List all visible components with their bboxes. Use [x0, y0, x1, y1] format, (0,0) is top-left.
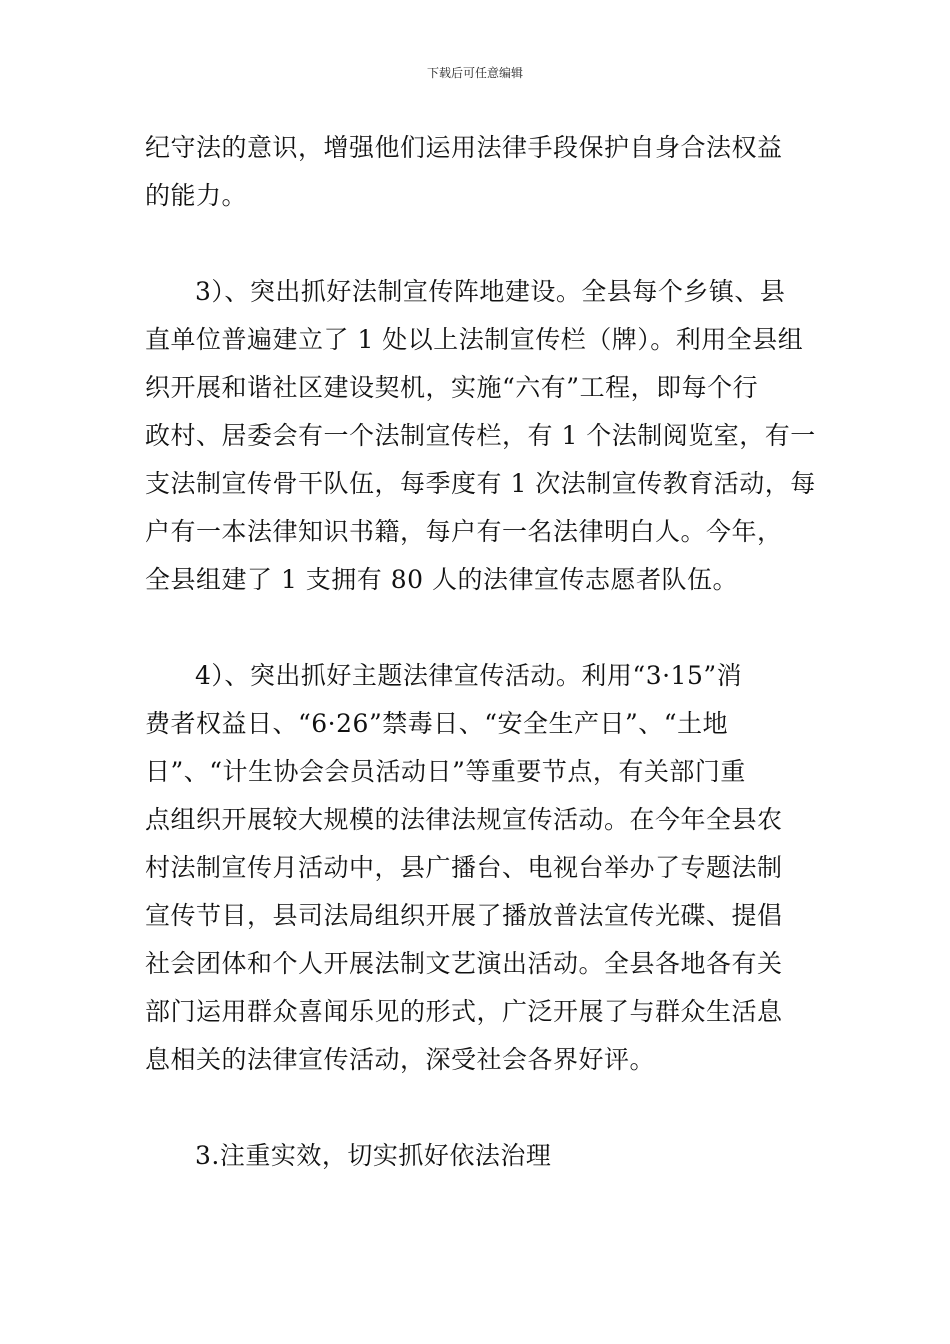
text-line: 点组织开展较大规模的法律法规宣传活动。在今年全县农	[145, 805, 783, 834]
paragraph-3	[145, 652, 815, 1084]
page-header: 下载后可任意编辑	[426, 66, 523, 80]
text-line: 3.注重实效，切实抓好依法治理	[195, 1141, 552, 1170]
text-line: 3）、突出抓好法制宣传阵地建设。全县每个乡镇、县	[195, 277, 786, 306]
text-line: 费者权益日、“6·26”禁毒日、“安全生产日”、“土地	[145, 709, 729, 738]
text-line: 部门运用群众喜闻乐见的形式，广泛开展了与群众生活息	[145, 997, 783, 1026]
text-line: 直单位普遍建立了 1 处以上法制宣传栏（牌）。利用全县组	[145, 325, 804, 354]
text-line: 日”、“计生协会会员活动日”等重要节点，有关部门重	[145, 757, 746, 786]
text-line: 宣传节目，县司法局组织开展了播放普法宣传光碟、提倡	[145, 901, 783, 930]
text-line: 村法制宣传月活动中，县广播台、电视台举办了专题法制	[145, 853, 783, 882]
text-line: 织开展和谐社区建设契机，实施“六有”工程，即每个行	[145, 373, 759, 402]
text-line: 息相关的法律宣传活动，深受社会各界好评。	[145, 1045, 656, 1074]
text-line: 社会团体和个人开展法制文艺演出活动。全县各地各有关	[145, 949, 783, 978]
text-line: 4）、突出抓好主题法律宣传活动。利用“3·15”消	[195, 661, 743, 690]
paragraph-gap	[145, 604, 815, 652]
section-heading	[145, 1132, 815, 1180]
text-line: 全县组建了 1 支拥有 80 人的法律宣传志愿者队伍。	[145, 565, 739, 594]
document-body	[145, 124, 815, 1180]
paragraph-1	[145, 124, 815, 220]
text-line: 的能力。	[145, 181, 248, 210]
text-line: 户有一本法律知识书籍，每户有一名法律明白人。今年，	[145, 517, 783, 546]
paragraph-gap	[145, 220, 815, 268]
paragraph-2	[145, 268, 815, 604]
text-line: 支法制宣传骨干队伍，每季度有 1 次法制宣传教育活动，每	[145, 469, 816, 498]
text-line: 政村、居委会有一个法制宣传栏，有 1 个法制阅览室，有一	[145, 421, 816, 450]
paragraph-gap	[145, 1084, 815, 1132]
text-line: 纪守法的意识，增强他们运用法律手段保护自身合法权益	[145, 133, 783, 162]
